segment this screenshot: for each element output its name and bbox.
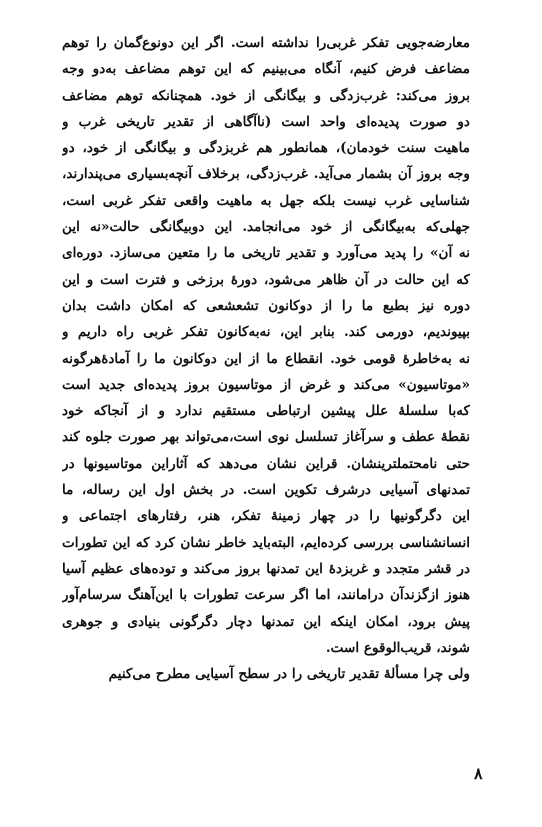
text-line: دو صورت پدیده‌ای واحد است (ناآگاهی از تقدیر تاریخی غرب و	[62, 113, 470, 130]
text-line: بپیوندیم، دورمی کند. بنابر این، نه‌به‌کانون تفکر غربی راه داریم و	[62, 324, 470, 341]
text-line: حتی نامحتملترینشان. قراین نشان می‌دهد که آثاراین موتاسیونها در	[62, 455, 470, 472]
text-line: وجه بروز آن بشمار می‌آید. غرب‌زدگی، برخلاف آنچه‌بسیاری می‌پندارند،	[62, 166, 470, 183]
text-line: نه آن» را پدید می‌آورد و تقدیر تاریخی ما را متعین می‌سازد. دوره‌ای	[62, 245, 470, 262]
text-line: بروز می‌کند: غرب‌زدگی و بیگانگی از خود. همچنانکه توهم مضاعف	[62, 87, 470, 104]
text-line-paragraph-end: شوند، قریب‌الوقوع است.	[325, 639, 470, 656]
page-number: ۸	[474, 764, 483, 783]
text-line: نقطهٔ عطف و سرآغاز تسلسل نوی است،می‌تواند بهر صورت جلوه کند	[62, 429, 470, 446]
text-line: تمدنهای آسیایی درشرف تکوین است. در بخش اول این رساله، ما	[62, 482, 470, 499]
text-line-new-paragraph: ولی چرا مسألهٔ تقدیر تاریخی را در سطح آسیایی مطرح می‌کنیم	[108, 666, 470, 683]
text-line: که‌با سلسلهٔ علل پیشین ارتباطی مستقیم ندارد و از آنجاکه خود	[62, 403, 470, 420]
body-text	[62, 30, 470, 687]
text-line: هنوز ازگزندآن درامانند، اما اگر سرعت تطورات با این‌آهنگ سرسام‌آور	[62, 587, 470, 604]
text-line: ماهیت سنت خودمان)، همانطور هم غربزدگی و بیگانگی از خود، دو	[62, 140, 470, 157]
text-line: شناسایی غرب نیست بلکه جهل به ماهیت واقعی تفکر غربی است،	[62, 192, 470, 209]
text-line: معارضه‌جویی تفکر غربی‌را نداشته است. اگر این دونوع‌گمان را توهم	[62, 35, 470, 51]
text-line: «موتاسیون» می‌کند و غرض از موتاسیون بروز پدیده‌ای جدید است	[62, 376, 470, 393]
text-line: که این حالت در آن ظاهر می‌شود، دورهٔ برزخی و فترت است و این	[62, 271, 470, 288]
text-line: انسانشناسی بررسی کرده‌ایم، البته‌باید خاطر نشان کرد که این تطورات	[62, 534, 470, 551]
text-line: جهلی‌که به‌بیگانگی از خود می‌انجامد. این دوبیگانگی حالت«نه این	[62, 219, 470, 236]
text-line: مضاعف فرض کنیم، آنگاه می‌بینیم که این توهم مضاعف به‌دو وجه	[62, 61, 470, 78]
text-line: پیش برود، امکان اینکه این تمدنها دچار دگرگونی بنیادی و جوهری	[62, 613, 470, 630]
text-line: نه به‌خاطرهٔ قومی خود. انقطاع ما از این دوکانون ما را آمادهٔ‌هرگونه	[62, 350, 470, 367]
text-line: این دگرگونیها را در چهار زمینهٔ تفکر، هنر، رفتارهای اجتماعی و	[62, 508, 470, 525]
text-line: در قشر متجدد و غربزدهٔ این تمدنها بروز می‌کند و توده‌های عظیم آسیا	[62, 560, 470, 577]
text-line: دوره نیز بطبع ما را از دوکانون تشعشعی که امکان داشت بدان	[62, 297, 470, 314]
